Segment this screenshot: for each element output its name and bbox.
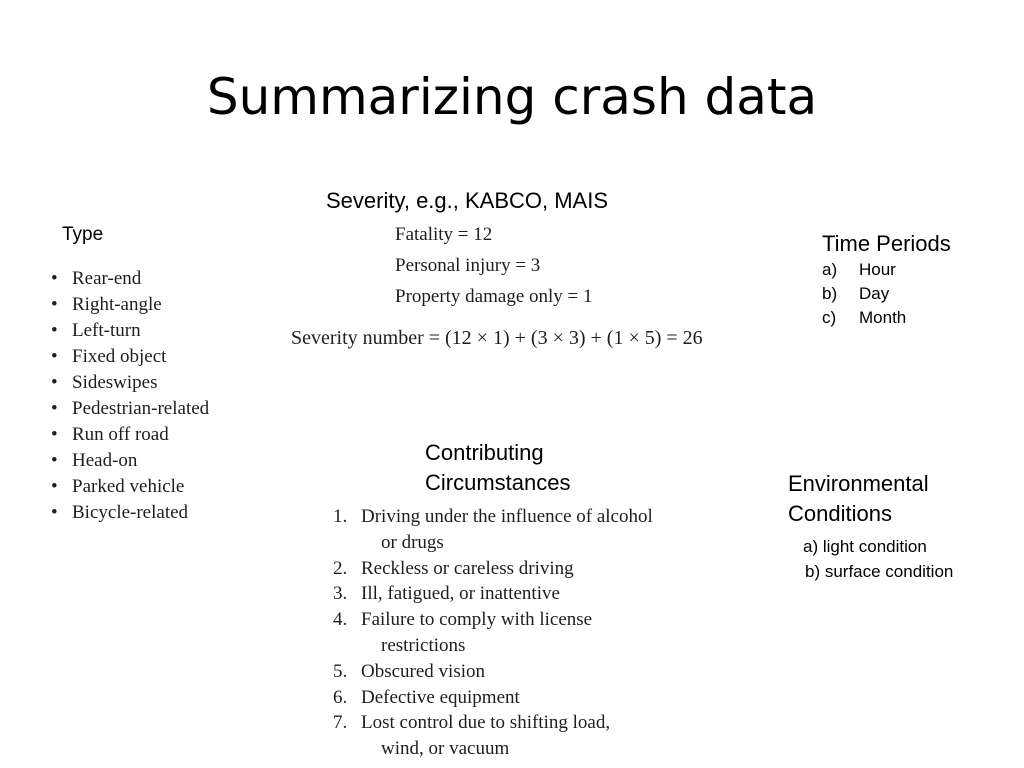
list-item: 3. Ill, fatigued, or inattentive [333,583,560,605]
list-item: • Pedestrian-related [46,396,209,422]
contributing-heading: Contributing Circumstances [425,440,571,495]
list-item: • Sideswipes [46,370,209,396]
bullet-icon: • [51,424,58,445]
bullet-icon: • [51,346,58,367]
severity-line-property: Property damage only = 1 [395,286,593,307]
severity-values [395,219,593,312]
severity-formula: Severity number = (12 × 1) + (3 × 3) + (1 × 5) = 26 [291,327,703,349]
bullet-icon: • [51,294,58,315]
bullet-icon: • [51,502,58,523]
list-item: 7. Lost control due to shifting load, wind, or vacuum [333,712,611,760]
bullet-icon: • [51,372,58,393]
list-item: 5. Obscured vision [333,660,486,682]
severity-line-fatality: Fatality = 12 [395,224,493,245]
list-item: • Rear-end [46,266,209,292]
list-item: • Left-turn [46,318,209,344]
bullet-icon: • [51,450,58,471]
environmental-item-light: a) light condition [803,537,927,556]
list-item: b) Day [822,284,890,303]
slide-title: Summarizing crash data [206,68,818,126]
bullet-icon: • [51,268,58,289]
type-heading: Type [62,224,104,245]
time-periods-list [822,258,906,330]
list-item: • Right-angle [46,292,209,318]
list-item: • Run off road [46,422,209,448]
list-item: 4. Failure to comply with license restrictions [333,609,593,656]
list-item: c) Month [822,308,907,327]
contributing-list [333,504,653,762]
list-item: • Head-on [46,448,209,474]
list-item: • Fixed object [46,344,209,370]
environmental-item-surface: b) surface condition [805,562,954,581]
list-item: • Parked vehicle [46,474,209,500]
severity-heading: Severity, e.g., KABCO, MAIS [326,188,609,213]
time-periods-heading: Time Periods [822,231,951,256]
list-item: a) Hour [822,260,896,279]
list-item: 6. Defective equipment [333,686,520,708]
severity-line-injury: Personal injury = 3 [395,255,541,276]
list-item: • Bicycle-related [46,500,209,526]
list-item: 1. Driving under the influence of alcohol or drugs [333,506,653,553]
bullet-icon: • [51,476,58,497]
type-list [46,266,209,526]
bullet-icon: • [51,320,58,341]
list-item: 2. Reckless or careless driving [333,557,574,579]
environmental-heading: Environmental Conditions [788,471,929,526]
bullet-icon: • [51,398,58,419]
